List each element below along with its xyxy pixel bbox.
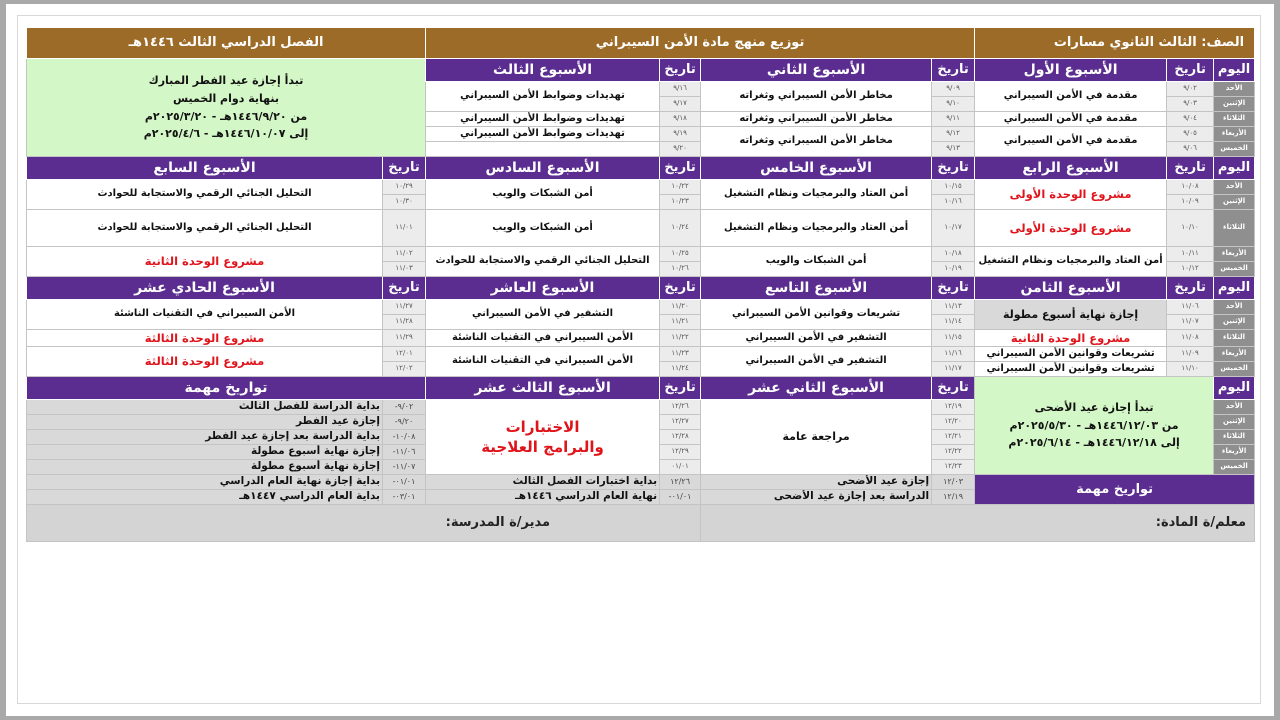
topic-cell: أمن العتاد والبرمجيات ونظام التشغيل <box>701 210 932 247</box>
date-cell: ١١/٠٣ <box>383 262 426 277</box>
important-label: إجازة نهاية أسبوع مطولة <box>27 445 383 460</box>
date-cell: ١١/٢٤ <box>660 362 701 377</box>
topic-cell: تشريعات وقوانين الأمن السيبراني <box>975 347 1167 362</box>
date-cell: ١٠/٢٩ <box>383 180 426 195</box>
date-cell: ١١/٢٢ <box>660 330 701 347</box>
topic-cell: التشفير في الأمن السيبراني <box>701 330 932 347</box>
day-cell: الأربعاء <box>1214 445 1255 460</box>
week-9-header: الأسبوع التاسع <box>701 277 932 300</box>
date-cell: ١١/٢٧ <box>383 300 426 315</box>
topic-cell: مقدمة في الأمن السيبراني <box>975 112 1167 127</box>
notice-line: إلى ١٤٤٦/١٢/١٨هـ - ٢٠٢٥/٦/١٤م <box>1008 436 1180 450</box>
topic-cell: أمن العتاد والبرمجيات ونظام التشغيل <box>975 247 1167 277</box>
date-cell: ٩/١١ <box>932 112 975 127</box>
important-dates-label: تواريخ مهمة <box>975 475 1255 505</box>
project-cell: مشروع الوحدة الثانية <box>27 247 383 277</box>
topic-cell: تهديدات وضوابط الأمن السيبراني <box>426 112 660 127</box>
date-header: تاريخ <box>1167 59 1214 82</box>
date-cell: ٩/٠٣ <box>1167 97 1214 112</box>
day-cell: الإثنين <box>1214 195 1255 210</box>
week-3-header: الأسبوع الثالث <box>426 59 660 82</box>
date-cell: ١١/٠٨ <box>1167 330 1214 347</box>
date-cell: ١٢/٠١ <box>383 347 426 362</box>
date-header: تاريخ <box>932 157 975 180</box>
day-cell: الخميس <box>1214 460 1255 475</box>
project-cell: مشروع الوحدة الأولى <box>975 210 1167 247</box>
topic-cell: مخاطر الأمن السيبراني وثغراته <box>701 82 932 112</box>
important-label: الدراسة بعد إجازة عيد الأضحى <box>701 490 932 505</box>
project-cell: مشروع الوحدة الثانية <box>975 330 1167 347</box>
date-cell: ١٢/٢١ <box>932 430 975 445</box>
topic-cell: مقدمة في الأمن السيبراني <box>975 82 1167 112</box>
date-cell: ١٠/٢٥ <box>660 247 701 262</box>
notice-line: من ١٤٤٦/٩/٢٠هـ - ٢٠٢٥/٣/٢٠م <box>144 109 308 123</box>
day-cell: الأربعاء <box>1214 247 1255 262</box>
date-cell: ٩/١٧ <box>660 97 701 112</box>
day-cell: الأربعاء <box>1214 127 1255 142</box>
date-header: تاريخ <box>660 377 701 400</box>
project-cell: مشروع الوحدة الثالثة <box>27 330 383 347</box>
topic-cell: التحليل الجنائي الرقمي والاستجابة للحوادث <box>426 247 660 277</box>
date-header: تاريخ <box>932 59 975 82</box>
date-cell: ١٠/١٢ <box>1167 262 1214 277</box>
week-2-header: الأسبوع الثاني <box>701 59 932 82</box>
date-cell: ١٢/٢٨ <box>660 430 701 445</box>
date-cell: ١١/٢١ <box>660 315 701 330</box>
eid-fitr-notice <box>27 59 426 157</box>
topic-cell: مخاطر الأمن السيبراني وثغراته <box>701 127 932 157</box>
date-cell: ٩/١٦ <box>660 82 701 97</box>
notice-line: إلى ١٤٤٦/١٠/٠٧هـ - ٢٠٢٥/٤/٦م <box>143 127 309 141</box>
date-header: تاريخ <box>1167 277 1214 300</box>
date-cell: ١١/٠٢ <box>383 247 426 262</box>
topic-cell: التشفير في الأمن السيبراني <box>701 347 932 377</box>
day-cell: الثلاثاء <box>1214 430 1255 445</box>
date-cell: ١٠/١٥ <box>932 180 975 195</box>
date-cell: ١٠/١٩ <box>932 262 975 277</box>
date-cell: ٩/٠٩ <box>932 82 975 97</box>
week-6-header: الأسبوع السادس <box>426 157 660 180</box>
project-cell: مشروع الوحدة الثالثة <box>27 347 383 377</box>
curriculum-table <box>26 27 1255 542</box>
important-label: إجازة عيد الأضحى <box>701 475 932 490</box>
date-cell: ١٠/١١ <box>1167 247 1214 262</box>
date-cell: ١٢/٢٦ <box>660 400 701 415</box>
week-5-header: الأسبوع الخامس <box>701 157 932 180</box>
day-header: اليوم <box>1214 277 1255 300</box>
topic-cell: أمن الشبكات والويب <box>426 210 660 247</box>
important-date: ٠١/٠١- <box>383 475 426 490</box>
plan-title: توزيع منهج مادة الأمن السيبراني <box>426 28 975 59</box>
date-header: تاريخ <box>932 277 975 300</box>
date-cell: ١١/٢٣ <box>660 347 701 362</box>
week-8-header: الأسبوع الثامن <box>975 277 1167 300</box>
holiday-cell: إجازة نهاية أسبوع مطولة <box>975 300 1167 330</box>
important-dates-header: تواريخ مهمة <box>27 377 426 400</box>
day-cell: الثلاثاء <box>1214 210 1255 247</box>
important-label: نهاية العام الدراسي ١٤٤٦هـ <box>426 490 660 505</box>
day-cell: الأحد <box>1214 300 1255 315</box>
date-cell: ١٢/٢٢ <box>932 445 975 460</box>
date-cell: ١٢/٢٠ <box>932 415 975 430</box>
topic-cell: الأمن السيبراني في التقنيات الناشئة <box>27 300 383 330</box>
date-header: تاريخ <box>660 59 701 82</box>
week-13-header: الأسبوع الثالث عشر <box>426 377 660 400</box>
date-cell: ١٢/٢٧ <box>660 415 701 430</box>
topic-cell: تشريعات وقوانين الأمن السيبراني <box>701 300 932 330</box>
topic-cell: الأمن السيبراني في التقنيات الناشئة <box>426 330 660 347</box>
topic-cell: أمن الشبكات والويب <box>426 180 660 210</box>
notice-line: من ١٤٤٦/١٢/٠٣هـ - ٢٠٢٥/٥/٣٠م <box>1009 418 1179 432</box>
day-header: اليوم <box>1214 377 1255 400</box>
teacher-signature-field: معلم/ة المادة: <box>701 505 1255 542</box>
date-cell: ١١/١٦ <box>932 347 975 362</box>
important-date: ٠١/٠١- <box>660 490 701 505</box>
date-cell: ٩/١٣ <box>932 142 975 157</box>
topic-cell: مقدمة في الأمن السيبراني <box>975 127 1167 157</box>
important-date: ١١/٠٦- <box>383 445 426 460</box>
date-cell: ٩/١٩ <box>660 127 701 142</box>
date-cell: ١١/١٥ <box>932 330 975 347</box>
date-cell: ١٠/١٨ <box>932 247 975 262</box>
date-cell: ١١/٢٩ <box>383 330 426 347</box>
important-label: إجازة عيد الفطر <box>27 415 383 430</box>
topic-cell: مخاطر الأمن السيبراني وثغراته <box>701 112 932 127</box>
date-cell: ٠١/٠١ <box>660 460 701 475</box>
important-date: ١٢/٠٣ <box>932 475 975 490</box>
principal-signature-field: مدير/ة المدرسة: <box>27 505 701 542</box>
date-cell: ٩/١٨ <box>660 112 701 127</box>
date-header: تاريخ <box>383 277 426 300</box>
topic-cell: تشريعات وقوانين الأمن السيبراني <box>975 362 1167 377</box>
week-11-header: الأسبوع الحادي عشر <box>27 277 383 300</box>
important-label: بداية إجازة نهاية العام الدراسي <box>27 475 383 490</box>
day-cell: الإثنين <box>1214 97 1255 112</box>
topic-cell: تهديدات وضوابط الأمن السيبراني <box>426 82 660 112</box>
important-label: إجازة نهاية أسبوع مطولة <box>27 460 383 475</box>
date-cell: ١١/١٤ <box>932 315 975 330</box>
exams-cell <box>426 400 660 475</box>
date-cell: ٩/١٢ <box>932 127 975 142</box>
topic-cell: التحليل الجنائي الرقمي والاستجابة للحوادث <box>27 180 383 210</box>
date-header: تاريخ <box>932 377 975 400</box>
week-4-header: الأسبوع الرابع <box>975 157 1167 180</box>
date-cell: ١٢/٢٣ <box>932 460 975 475</box>
date-cell: ١١/١٠ <box>1167 362 1214 377</box>
topic-cell: أمن الشبكات والويب <box>701 247 932 277</box>
topic-cell: مراجعة عامة <box>701 400 932 475</box>
important-date: ٠٣/٠١- <box>383 490 426 505</box>
day-cell: الخميس <box>1214 262 1255 277</box>
topic-cell: التحليل الجنائي الرقمي والاستجابة للحوادث <box>27 210 383 247</box>
day-header: اليوم <box>1214 157 1255 180</box>
project-cell: مشروع الوحدة الأولى <box>975 180 1167 210</box>
day-cell: الخميس <box>1214 362 1255 377</box>
important-label: بداية الدراسة للفصل الثالث <box>27 400 383 415</box>
important-date: ١٢/٢٦ <box>660 475 701 490</box>
date-cell: ١٠/٠٨ <box>1167 180 1214 195</box>
day-cell: الأربعاء <box>1214 347 1255 362</box>
important-date: ١٠/٠٨- <box>383 430 426 445</box>
notice-line: بنهاية دوام الخميس <box>172 91 280 105</box>
important-label: بداية الدراسة بعد إجازة عيد الفطر <box>27 430 383 445</box>
day-cell: الخميس <box>1214 142 1255 157</box>
date-cell: ١٠/١٦ <box>932 195 975 210</box>
week-12-header: الأسبوع الثاني عشر <box>701 377 932 400</box>
date-cell: ١١/٠٩ <box>1167 347 1214 362</box>
day-header: اليوم <box>1214 59 1255 82</box>
notice-line: تبدأ إجازة عيد الأضحى <box>1034 401 1154 415</box>
date-cell: ١٢/١٩ <box>932 400 975 415</box>
week-7-header: الأسبوع السابع <box>27 157 383 180</box>
topic-cell: التشفير في الأمن السيبراني <box>426 300 660 330</box>
date-cell: ١٠/٠٩ <box>1167 195 1214 210</box>
date-cell: ١١/٢٨ <box>383 315 426 330</box>
topic-cell: الأمن السيبراني في التقنيات الناشئة <box>426 347 660 377</box>
day-cell: الأحد <box>1214 400 1255 415</box>
day-cell: الأحد <box>1214 180 1255 195</box>
notice-line: تبدأ إجازة عيد الفطر المبارك <box>148 74 304 88</box>
day-cell: الثلاثاء <box>1214 112 1255 127</box>
day-cell: الإثنين <box>1214 415 1255 430</box>
grade-title: الصف: الثالث الثانوي مسارات <box>975 28 1255 59</box>
date-cell: ١١/١٧ <box>932 362 975 377</box>
important-date: ٩/٢٠- <box>383 415 426 430</box>
date-cell: ١١/٠٧ <box>1167 315 1214 330</box>
exams-line: والبرامج العلاجية <box>481 438 604 456</box>
date-cell: ١٠/٣٠ <box>383 195 426 210</box>
date-cell: ١٠/٢٣ <box>660 195 701 210</box>
date-header: تاريخ <box>660 157 701 180</box>
topic-cell: أمن العتاد والبرمجيات ونظام التشغيل <box>701 180 932 210</box>
important-date: ٩/٠٢- <box>383 400 426 415</box>
date-cell: ٩/٠٥ <box>1167 127 1214 142</box>
date-cell: ١٠/٢٦ <box>660 262 701 277</box>
date-cell: ١٠/٢٤ <box>660 210 701 247</box>
topic-cell-empty <box>426 142 660 157</box>
important-label: بداية العام الدراسي ١٤٤٧هـ <box>27 490 383 505</box>
date-cell: ٩/٠٦ <box>1167 142 1214 157</box>
date-cell: ٩/٠٢ <box>1167 82 1214 97</box>
date-header: تاريخ <box>660 277 701 300</box>
date-cell: ١٠/٢٢ <box>660 180 701 195</box>
date-header: تاريخ <box>1167 157 1214 180</box>
date-cell: ٩/١٠ <box>932 97 975 112</box>
date-cell: ١١/٠١ <box>383 210 426 247</box>
important-label: بداية اختبارات الفصل الثالث <box>426 475 660 490</box>
day-cell: الأحد <box>1214 82 1255 97</box>
date-cell: ١٢/٢٩ <box>660 445 701 460</box>
important-date: ١١/٠٧- <box>383 460 426 475</box>
day-cell: الثلاثاء <box>1214 330 1255 347</box>
date-cell: ١٠/١٧ <box>932 210 975 247</box>
date-cell: ٩/٢٠ <box>660 142 701 157</box>
exams-line: الاختبارات <box>505 417 580 436</box>
term-title: الفصل الدراسي الثالث ١٤٤٦هـ <box>27 28 426 59</box>
date-cell: ١١/٢٠ <box>660 300 701 315</box>
date-cell: ١٢/٠٢ <box>383 362 426 377</box>
topic-cell: تهديدات وضوابط الأمن السيبراني <box>426 127 660 142</box>
week-10-header: الأسبوع العاشر <box>426 277 660 300</box>
day-cell: الإثنين <box>1214 315 1255 330</box>
important-date: ١٢/١٩ <box>932 490 975 505</box>
week-1-header: الأسبوع الأول <box>975 59 1167 82</box>
date-cell: ١١/١٣ <box>932 300 975 315</box>
date-cell: ١١/٠٦ <box>1167 300 1214 315</box>
date-cell: ٩/٠٤ <box>1167 112 1214 127</box>
date-header: تاريخ <box>383 157 426 180</box>
eid-adha-notice <box>975 377 1214 475</box>
date-cell: ١٠/١٠ <box>1167 210 1214 247</box>
